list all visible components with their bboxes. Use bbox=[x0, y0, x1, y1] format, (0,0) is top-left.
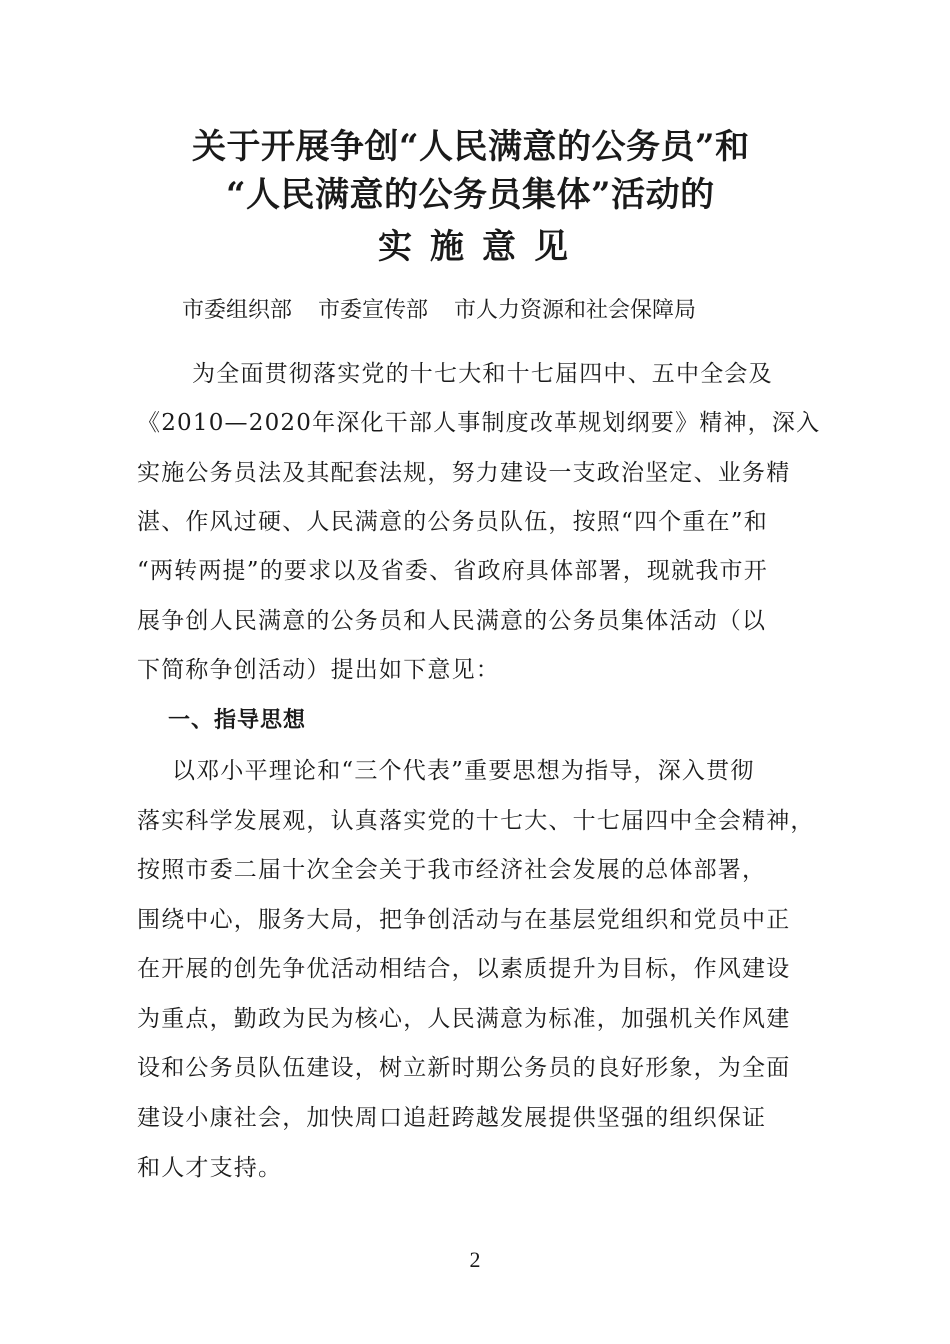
intro-line: 《2010—2020年深化干部人事制度改革规划纲要》精神，深入 bbox=[137, 410, 821, 436]
intro-line: 下简称争创活动）提出如下意见： bbox=[137, 657, 500, 683]
section-line: 在开展的创先争优活动相结合，以素质提升为目标，作风建设 bbox=[137, 956, 791, 982]
section-line: 围绕中心，服务大局，把争创活动与在基层党组织和党员中正 bbox=[137, 907, 791, 933]
issuer-1: 市委组织部 bbox=[182, 298, 293, 323]
intro-line: 展争创人民满意的公务员和人民满意的公务员集体活动（以 bbox=[137, 608, 767, 634]
title-line-3: 实施意见 bbox=[378, 227, 586, 267]
page-number: 2 bbox=[469, 1247, 481, 1272]
issuer-2: 市委宣传部 bbox=[318, 298, 429, 323]
intro-line: “两转两提”的要求以及省委、省政府具体部署，现就我市开 bbox=[137, 558, 768, 584]
intro-line: 为全面贯彻落实党的十七大和十七届四中、五中全会及 bbox=[192, 361, 773, 387]
section-line: 落实科学发展观，认真落实党的十七大、十七届四中全会精神， bbox=[137, 808, 815, 834]
section-line: 为重点，勤政为民为核心，人民满意为标准，加强机关作风建 bbox=[137, 1006, 791, 1032]
title-line-2: “人民满意的公务员集体”活动的 bbox=[226, 175, 715, 215]
section-line: 建设小康社会，加快周口追赶跨越发展提供坚强的组织保证 bbox=[137, 1105, 767, 1131]
intro-line: 湛、作风过硬、人民满意的公务员队伍，按照“四个重在”和 bbox=[137, 509, 768, 535]
intro-line: 实施公务员法及其配套法规，努力建设一支政治坚定、业务精 bbox=[137, 460, 791, 486]
section-line: 按照市委二届十次全会关于我市经济社会发展的总体部署， bbox=[137, 857, 767, 883]
section-line: 和人才支持。 bbox=[137, 1155, 283, 1181]
section-line: 设和公务员队伍建设，树立新时期公务员的良好形象，为全面 bbox=[137, 1055, 791, 1081]
section-heading-1: 一、指导思想 bbox=[168, 708, 307, 733]
issuers-line bbox=[182, 294, 722, 328]
section-line: 以邓小平理论和“三个代表”重要思想为指导，深入贯彻 bbox=[172, 758, 755, 784]
issuer-3: 市人力资源和社会保障局 bbox=[454, 298, 697, 323]
title-line-1: 关于开展争创“人民满意的公务员”和 bbox=[192, 127, 750, 167]
